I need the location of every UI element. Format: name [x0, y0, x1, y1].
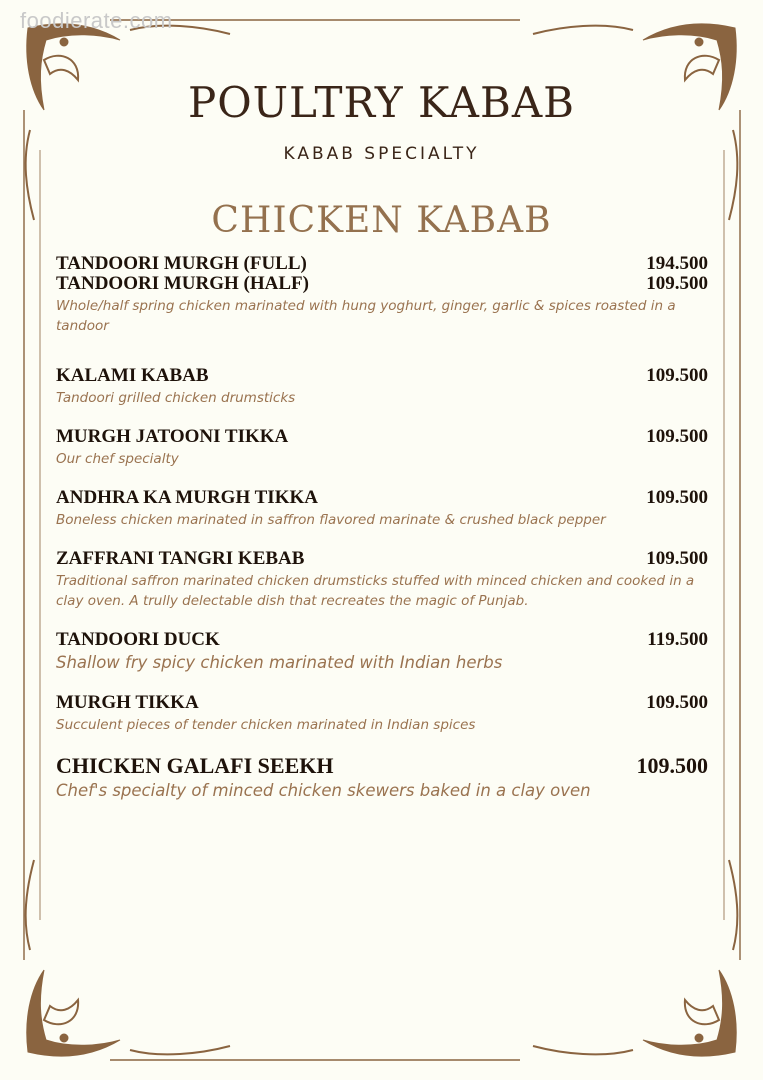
menu-item: [56, 488, 708, 530]
menu-item: [56, 693, 708, 735]
item-description: Boneless chicken marinated in saffron flavored marinate & crushed black pepper: [56, 512, 606, 528]
item-description: Chef's specialty of minced chicken skewers baked in a clay oven: [56, 781, 591, 800]
corner-ornament-bottom-right: [533, 860, 737, 1056]
item-price: 109.500: [646, 548, 708, 569]
item-price: 109.500: [646, 273, 708, 294]
watermark-text: foodierate.com: [20, 8, 173, 33]
item-name: MURGH TIKKA: [56, 692, 199, 713]
item-name: TANDOORI DUCK: [56, 629, 220, 650]
menu-list: [56, 254, 708, 802]
item-description: Tandoori grilled chicken drumsticks: [56, 390, 296, 406]
item-name: KALAMI KABAB: [56, 365, 209, 386]
item-price: 109.500: [646, 426, 708, 447]
item-description: Shallow fry spicy chicken marinated with Indian herbs: [56, 653, 503, 672]
section-title: CHICKEN KABAB: [211, 200, 552, 241]
menu-item: [56, 754, 708, 802]
item-name: ZAFFRANI TANGRI KEBAB: [56, 548, 305, 569]
menu-item: [56, 254, 708, 336]
item-description: Our chef specialty: [56, 451, 179, 467]
corner-ornament-bottom-left: [26, 860, 230, 1056]
item-name: ANDHRA KA MURGH TIKKA: [56, 487, 318, 508]
menu-item: [56, 549, 708, 611]
page-subtitle: KABAB SPECIALTY: [283, 144, 480, 164]
menu-item: [56, 427, 708, 469]
page-title: POULTRY KABAB: [187, 78, 576, 127]
item-name: MURGH JATOONI TIKKA: [56, 426, 289, 447]
item-price: 109.500: [646, 365, 708, 386]
item-name: CHICKEN GALAFI SEEKH: [56, 753, 334, 778]
item-price: 109.500: [646, 487, 708, 508]
menu-item: [56, 366, 708, 408]
item-name: TANDOORI MURGH (HALF): [56, 273, 309, 294]
menu-item: [56, 630, 708, 674]
item-price: 194.500: [646, 253, 708, 274]
item-description: Traditional saffron marinated chicken drumsticks stuffed with minced chicken and cooked in a clay oven. A trully delectable dish that recreates the magic of Punjab.: [56, 573, 695, 609]
item-price: 109.500: [646, 692, 708, 713]
item-price: 119.500: [647, 629, 708, 650]
item-description: Succulent pieces of tender chicken marinated in Indian spices: [56, 717, 476, 733]
item-name: TANDOORI MURGH (FULL): [56, 253, 307, 274]
item-price: 109.500: [636, 753, 708, 778]
item-description: Whole/half spring chicken marinated with hung yoghurt, ginger, garlic & spices roasted in a tandoor: [56, 298, 676, 334]
